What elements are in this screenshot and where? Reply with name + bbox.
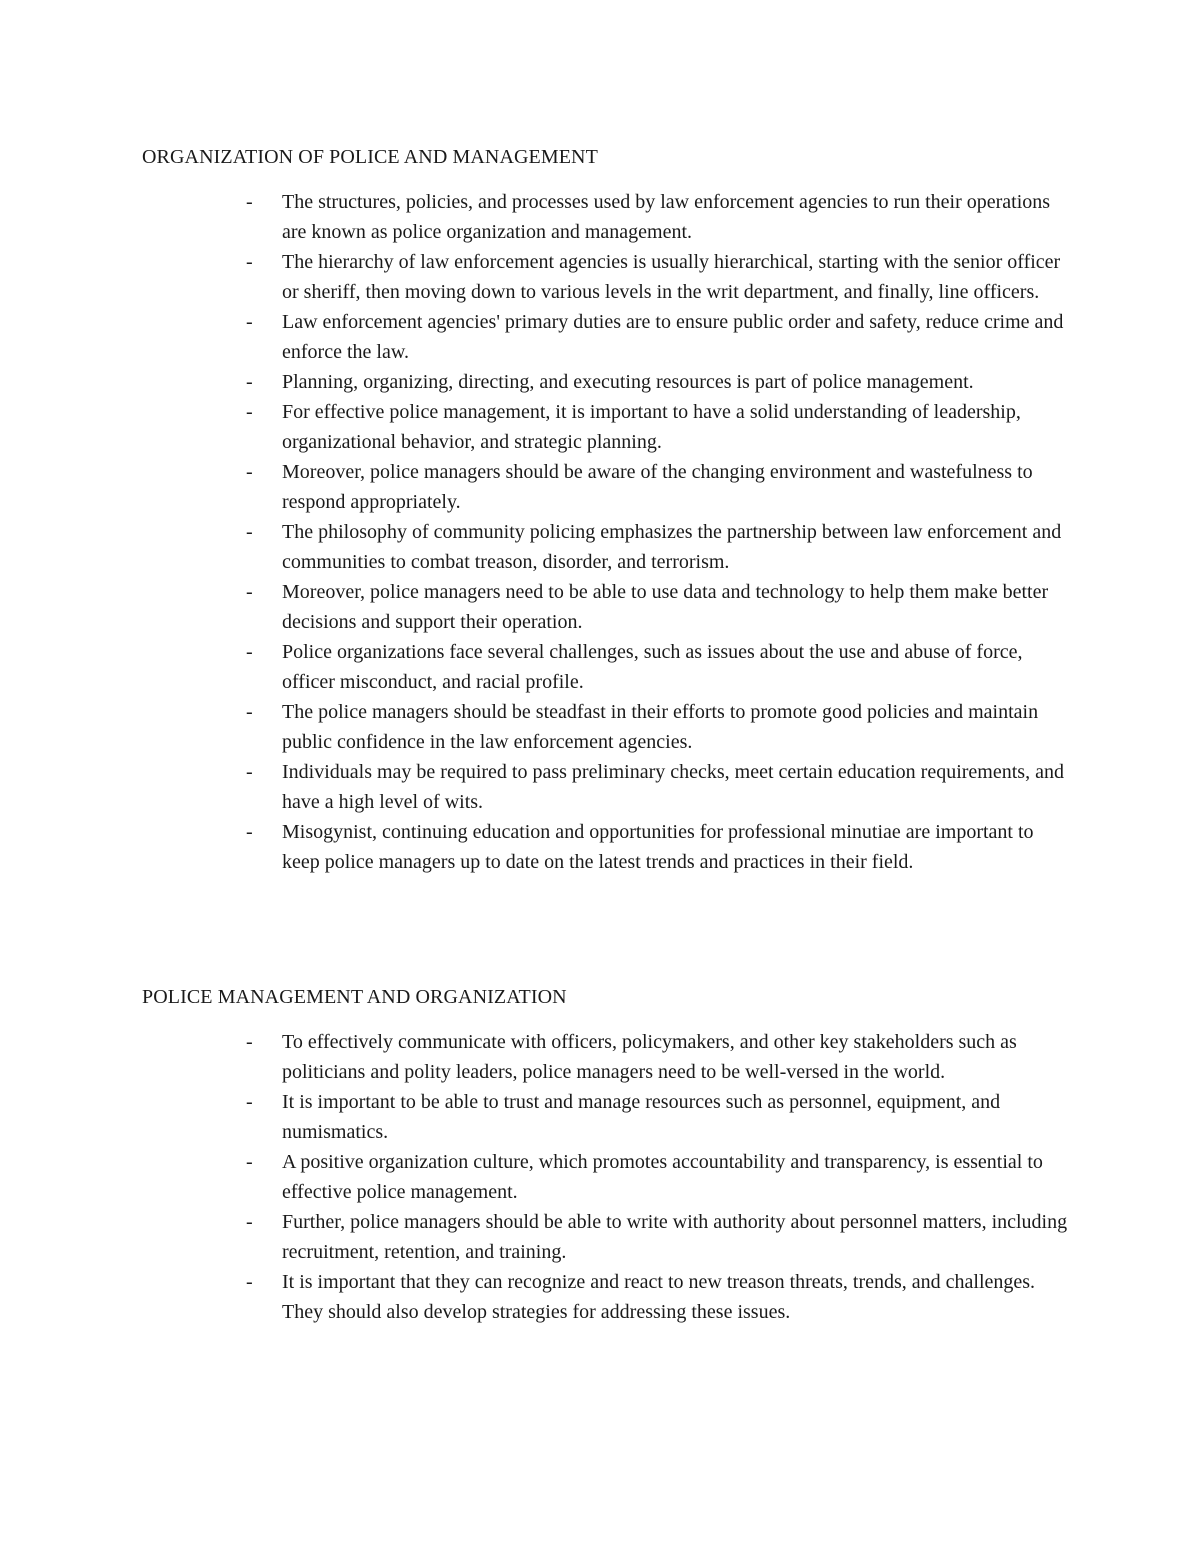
bullet-list [142, 1027, 1072, 1327]
list-item [142, 1267, 1072, 1327]
list-item [142, 1207, 1072, 1267]
list-item [142, 1087, 1072, 1147]
dash-bullet-icon: - [246, 311, 253, 333]
section-organization-of-police [142, 144, 1072, 877]
dash-bullet-icon: - [246, 761, 253, 783]
list-item-text: For effective police management, it is important to have a solid understanding of leadership, organizational behavior, and strategic planning. [282, 401, 1021, 453]
list-item [142, 517, 1072, 577]
list-item-text: Misogynist, continuing education and opportunities for professional minutiae are important to keep police managers up to date on the latest trends and practices in their field. [282, 821, 1034, 873]
section-heading: POLICE MANAGEMENT AND ORGANIZATION [142, 986, 567, 1008]
dash-bullet-icon: - [246, 251, 253, 273]
list-item-text: Moreover, police managers need to be able to use data and technology to help them make better decisions and support their operation. [282, 581, 1049, 633]
dash-bullet-icon: - [246, 641, 253, 663]
dash-bullet-icon: - [246, 1091, 253, 1113]
dash-bullet-icon: - [246, 821, 253, 843]
list-item-text: Planning, organizing, directing, and executing resources is part of police management. [282, 371, 974, 393]
list-item [142, 577, 1072, 637]
list-item-text: It is important that they can recognize and react to new treason threats, trends, and challenges. They should also develop strategies for addressing these issues. [282, 1271, 1036, 1323]
dash-bullet-icon: - [246, 461, 253, 483]
dash-bullet-icon: - [246, 191, 253, 213]
dash-bullet-icon: - [246, 521, 253, 543]
list-item-text: To effectively communicate with officers, policymakers, and other key stakeholders such as politicians and polity leaders, police managers need to be well-versed in the world. [282, 1031, 1017, 1083]
list-item-text: Individuals may be required to pass preliminary checks, meet certain education requirements, and have a high level of wits. [282, 761, 1064, 813]
list-item [142, 757, 1072, 817]
dash-bullet-icon: - [246, 1271, 253, 1293]
dash-bullet-icon: - [246, 371, 253, 393]
list-item [142, 187, 1072, 247]
list-item [142, 1027, 1072, 1087]
list-item [142, 397, 1072, 457]
section-police-management [142, 984, 1072, 1327]
list-item [142, 367, 1072, 397]
list-item-text: The philosophy of community policing emphasizes the partnership between law enforcement and communities to combat treason, disorder, and terrorism. [282, 521, 1062, 573]
list-item [142, 457, 1072, 517]
dash-bullet-icon: - [246, 1211, 253, 1233]
list-item-text: Law enforcement agencies' primary duties are to ensure public order and safety, reduce crime and enforce the law. [282, 311, 1064, 363]
list-item-text: The hierarchy of law enforcement agencies is usually hierarchical, starting with the senior officer or sheriff, then moving down to various levels in the writ department, and finally, line officers. [282, 251, 1061, 303]
list-item-text: Moreover, police managers should be aware of the changing environment and wastefulness to respond appropriately. [282, 461, 1033, 513]
list-item [142, 697, 1072, 757]
list-item-text: It is important to be able to trust and manage resources such as personnel, equipment, and numismatics. [282, 1091, 1001, 1143]
list-item [142, 307, 1072, 367]
list-item-text: A positive organization culture, which promotes accountability and transparency, is essential to effective police management. [282, 1151, 1043, 1203]
dash-bullet-icon: - [246, 581, 253, 603]
dash-bullet-icon: - [246, 401, 253, 423]
dash-bullet-icon: - [246, 701, 253, 723]
list-item-text: Police organizations face several challenges, such as issues about the use and abuse of force, officer misconduct, and racial profile. [282, 641, 1023, 693]
list-item [142, 1147, 1072, 1207]
bullet-list [142, 187, 1072, 877]
list-item-text: Further, police managers should be able to write with authority about personnel matters, including recruitment, retention, and training. [282, 1211, 1068, 1263]
dash-bullet-icon: - [246, 1151, 253, 1173]
list-item [142, 817, 1072, 877]
list-item-text: The police managers should be steadfast in their efforts to promote good policies and maintain public confidence in the law enforcement agencies. [282, 701, 1039, 753]
list-item [142, 247, 1072, 307]
section-heading: ORGANIZATION OF POLICE AND MANAGEMENT [142, 146, 598, 168]
list-item-text: The structures, policies, and processes used by law enforcement agencies to run their operations are known as police organization and management. [282, 191, 1051, 243]
list-item [142, 637, 1072, 697]
dash-bullet-icon: - [246, 1031, 253, 1053]
